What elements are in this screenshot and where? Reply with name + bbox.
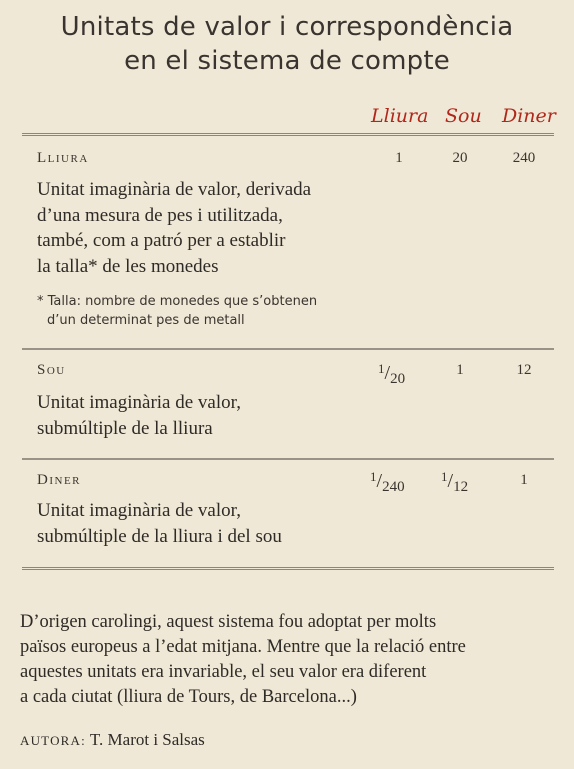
fraction-numerator: 1 — [441, 469, 448, 484]
description-line: Unitat imaginària de valor, derivada — [37, 179, 312, 200]
table-bottom-rule — [22, 567, 554, 570]
description-line: d’una mesura de pes i utilitzada, — [37, 204, 283, 226]
unit-name-diner: Diner — [37, 472, 81, 488]
description-line: Unitat imaginària de valor, — [37, 500, 241, 521]
fraction-denominator: 20 — [390, 371, 406, 387]
footnote-line: d’un determinat pes de metall — [47, 313, 245, 328]
title-line-2: en el sistema de compte — [124, 46, 450, 76]
header-rule — [22, 133, 554, 136]
value-sou-diner: 12 — [516, 362, 532, 378]
value-lliura-lliura: 1 — [395, 150, 403, 166]
value-diner-diner: 1 — [520, 472, 528, 488]
description-line: la talla* de les monedes — [37, 255, 219, 277]
fraction-denominator: 240 — [382, 479, 405, 495]
fraction-numerator: 1 — [370, 469, 377, 484]
paragraph-line: aquestes unitats era invariable, el seu valor era diferent — [20, 662, 427, 682]
description-line: submúltiple de la lliura — [37, 417, 213, 439]
column-header-sou: Sou — [445, 105, 482, 127]
description-sou — [37, 390, 241, 441]
description-line: Unitat imaginària de valor, — [37, 392, 241, 413]
description-diner — [37, 498, 282, 549]
row-divider — [22, 348, 554, 350]
author-credit — [20, 730, 205, 750]
title-line-1: Unitats de valor i correspondència — [60, 12, 514, 42]
value-sou-sou: 1 — [456, 362, 464, 378]
fraction-sou-lliura: 1/20 — [378, 361, 406, 387]
paragraph-line: D’origen carolingi, aquest sistema fou adoptat per molts — [20, 612, 437, 632]
fraction-diner-lliura: 1/240 — [370, 469, 405, 495]
explanatory-paragraph — [20, 610, 560, 710]
unit-name-sou: Sou — [37, 362, 66, 378]
column-header-diner: Diner — [502, 105, 556, 127]
paragraph-line: països europeus a l’edat mitjana. Mentre que la relació entre — [20, 637, 466, 657]
row-divider — [22, 458, 554, 460]
value-lliura-sou: 20 — [452, 150, 468, 166]
value-lliura-diner: 240 — [512, 150, 536, 166]
description-line: submúltiple de la lliura i del sou — [37, 525, 282, 547]
column-header-lliura: Lliura — [371, 105, 429, 127]
footnote-line: * Talla: nombre de monedes que s’obtenen — [37, 294, 318, 309]
footnote-talla — [37, 292, 317, 330]
author-name: T. Marot i Salsas — [89, 730, 205, 749]
paragraph-line: a cada ciutat (lliura de Tours, de Barcelona...) — [20, 687, 357, 707]
page-title — [0, 10, 574, 78]
unit-name-lliura: Lliura — [37, 150, 89, 166]
fraction-denominator: 12 — [453, 479, 469, 495]
author-label: AUTORA: — [20, 733, 86, 748]
fraction-numerator: 1 — [378, 361, 385, 376]
description-lliura — [37, 177, 311, 279]
fraction-diner-sou: 1/12 — [441, 469, 469, 495]
description-line: també, com a patró per a establir — [37, 230, 286, 251]
